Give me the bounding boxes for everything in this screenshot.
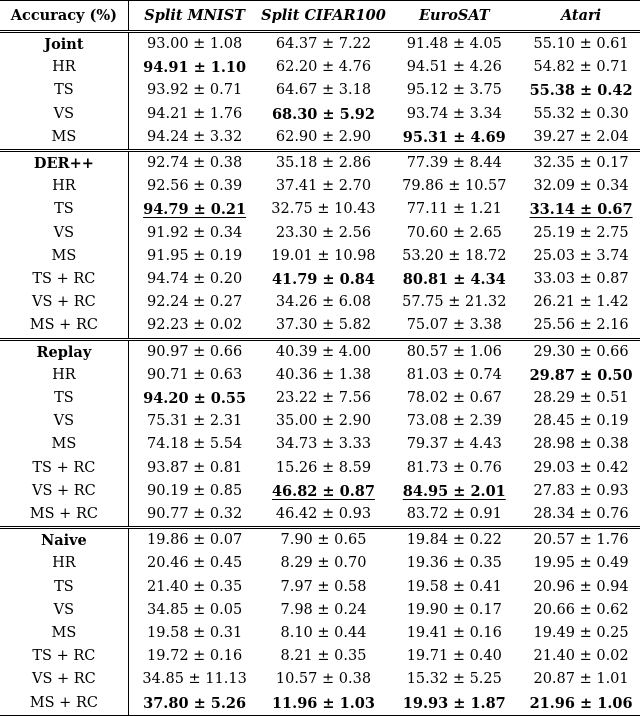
table-cell [522, 503, 640, 528]
table-cell [522, 151, 640, 176]
table-cell [522, 552, 640, 575]
cell-value: 92.56 ± 0.39 [147, 178, 243, 195]
method-label: MS [0, 245, 128, 268]
table-cell [128, 222, 260, 245]
table-cell [386, 480, 522, 503]
table-cell [386, 79, 522, 102]
cell-value: 55.32 ± 0.30 [533, 105, 629, 122]
table-cell [128, 433, 260, 456]
table-row [0, 552, 640, 575]
table-row [0, 151, 640, 176]
cell-value: 35.18 ± 2.86 [275, 155, 372, 172]
cell-value: 19.49 ± 0.25 [533, 625, 629, 642]
table-cell [128, 291, 260, 314]
cell-value: 19.84 ± 0.22 [406, 532, 502, 549]
cell-value: 94.24 ± 3.32 [147, 128, 243, 145]
cell-value: 32.75 ± 10.43 [271, 201, 376, 218]
table-cell [260, 528, 386, 553]
table-cell [386, 528, 522, 553]
table-cell [522, 528, 640, 553]
table-row [0, 364, 640, 387]
cell-value: 29.87 ± 0.50 [529, 366, 633, 384]
table-cell [260, 645, 386, 668]
table-cell [260, 268, 386, 291]
cell-value: 19.58 ± 0.31 [147, 625, 243, 642]
table-cell [128, 503, 260, 528]
table-cell [260, 245, 386, 268]
table-cell [260, 622, 386, 645]
table-row [0, 268, 640, 291]
table-cell [522, 126, 640, 151]
table-cell [522, 622, 640, 645]
cell-value: 20.57 ± 1.76 [533, 532, 629, 549]
header-atari: Atari [522, 1, 640, 32]
cell-value: 90.19 ± 0.85 [147, 482, 243, 499]
group-label: Naive [0, 528, 128, 553]
table-cell [386, 291, 522, 314]
method-label: TS [0, 79, 128, 102]
cell-value: 55.10 ± 0.61 [533, 36, 629, 52]
cell-value: 19.36 ± 0.35 [406, 555, 502, 572]
table-cell [260, 314, 386, 339]
table-cell [128, 126, 260, 151]
table-cell [260, 103, 386, 126]
table-cell [522, 433, 640, 456]
cell-value: 20.66 ± 0.62 [533, 601, 629, 618]
table-row [0, 622, 640, 645]
table-cell [522, 175, 640, 198]
cell-value: 74.18 ± 5.54 [147, 436, 243, 453]
table-cell [386, 599, 522, 622]
table-cell [128, 668, 260, 691]
cell-value: 64.67 ± 3.18 [275, 82, 372, 99]
cell-value: 62.20 ± 4.76 [275, 59, 372, 76]
table-cell [522, 692, 640, 716]
table-cell [386, 622, 522, 645]
table-cell [128, 576, 260, 599]
table-row [0, 480, 640, 503]
table-cell [260, 79, 386, 102]
cell-value: 64.37 ± 7.22 [275, 36, 372, 52]
table-row [0, 387, 640, 410]
table-body [0, 32, 640, 716]
table-row [0, 79, 640, 102]
cell-value: 23.22 ± 7.56 [275, 390, 372, 407]
cell-value: 23.30 ± 2.56 [275, 224, 372, 241]
table-cell [522, 339, 640, 364]
table-cell [128, 56, 260, 79]
method-label: TS [0, 576, 128, 599]
cell-value: 28.29 ± 0.51 [533, 390, 629, 407]
table-cell [386, 339, 522, 364]
cell-value: 94.51 ± 4.26 [406, 59, 502, 76]
cell-value: 37.80 ± 5.26 [143, 694, 247, 712]
table-cell [522, 668, 640, 691]
cell-value: 79.37 ± 4.43 [406, 436, 502, 453]
cell-value: 34.73 ± 3.33 [275, 436, 372, 453]
cell-value: 90.71 ± 0.63 [147, 366, 243, 383]
table-cell [386, 222, 522, 245]
cell-value: 8.21 ± 0.35 [280, 648, 367, 665]
cell-value: 94.74 ± 0.20 [147, 271, 243, 288]
table-cell [522, 314, 640, 339]
method-label: HR [0, 56, 128, 79]
cell-value: 19.93 ± 1.87 [402, 694, 506, 712]
cell-value: 81.03 ± 0.74 [406, 366, 502, 383]
cell-value: 78.02 ± 0.67 [406, 390, 502, 407]
table-cell [128, 480, 260, 503]
cell-value: 35.00 ± 2.90 [275, 413, 372, 430]
table-cell [522, 103, 640, 126]
method-label: TS [0, 198, 128, 221]
cell-value: 54.82 ± 0.71 [533, 59, 629, 76]
cell-value: 34.85 ± 11.13 [142, 671, 247, 688]
header-eurosat: EuroSAT [386, 1, 522, 32]
table-cell [386, 576, 522, 599]
table-cell [386, 126, 522, 151]
method-label: TS + RC [0, 457, 128, 480]
method-label: VS [0, 599, 128, 622]
table-cell [128, 692, 260, 716]
table-cell [386, 56, 522, 79]
table-cell [260, 175, 386, 198]
table-cell [128, 599, 260, 622]
table-cell [128, 32, 260, 57]
cell-value: 28.45 ± 0.19 [533, 413, 629, 430]
table-cell [386, 410, 522, 433]
table-cell [522, 480, 640, 503]
cell-value: 91.95 ± 0.19 [147, 247, 243, 264]
table-cell [386, 364, 522, 387]
table-cell [260, 291, 386, 314]
table-cell [522, 645, 640, 668]
cell-value: 80.81 ± 4.34 [402, 271, 506, 289]
cell-value: 95.12 ± 3.75 [406, 82, 502, 99]
table-cell [386, 268, 522, 291]
method-label: MS [0, 433, 128, 456]
table-row [0, 457, 640, 480]
table-cell [260, 599, 386, 622]
cell-value: 41.79 ± 0.84 [271, 271, 375, 289]
cell-value: 20.96 ± 0.94 [533, 578, 629, 595]
cell-value: 94.91 ± 1.10 [143, 59, 247, 77]
cell-value: 93.92 ± 0.71 [147, 82, 243, 99]
table-cell [260, 222, 386, 245]
table-cell [386, 668, 522, 691]
table-cell [128, 268, 260, 291]
method-label: MS + RC [0, 503, 128, 528]
cell-value: 80.57 ± 1.06 [406, 343, 502, 360]
table-cell [522, 599, 640, 622]
table-cell [386, 692, 522, 716]
cell-value: 21.40 ± 0.35 [147, 578, 243, 595]
cell-value: 20.87 ± 1.01 [533, 671, 629, 688]
cell-value: 91.92 ± 0.34 [147, 224, 243, 241]
table-row [0, 692, 640, 716]
table-cell [128, 175, 260, 198]
cell-value: 26.21 ± 1.42 [533, 294, 629, 311]
table-cell [522, 291, 640, 314]
table-cell [386, 103, 522, 126]
table-row [0, 576, 640, 599]
cell-value: 90.77 ± 0.32 [147, 506, 243, 523]
cell-value: 84.95 ± 2.01 [402, 482, 506, 500]
cell-value: 37.30 ± 5.82 [275, 317, 372, 334]
method-label: TS + RC [0, 268, 128, 291]
header-split-cifar100: Split CIFAR100 [260, 1, 386, 32]
cell-value: 21.40 ± 0.02 [533, 648, 629, 665]
cell-value: 27.83 ± 0.93 [533, 482, 629, 499]
cell-value: 40.39 ± 4.00 [275, 343, 372, 360]
table-cell [128, 457, 260, 480]
cell-value: 19.72 ± 0.16 [147, 648, 243, 665]
header-split-mnist: Split MNIST [128, 1, 260, 32]
cell-value: 21.96 ± 1.06 [529, 694, 633, 712]
table-cell [522, 364, 640, 387]
cell-value: 19.95 ± 0.49 [533, 555, 629, 572]
table-cell [386, 245, 522, 268]
cell-value: 94.21 ± 1.76 [147, 105, 243, 122]
cell-value: 10.57 ± 0.38 [275, 671, 372, 688]
table-cell [260, 576, 386, 599]
table-cell [386, 433, 522, 456]
table-cell [522, 576, 640, 599]
cell-value: 83.72 ± 0.91 [406, 506, 502, 523]
cell-value: 93.87 ± 0.81 [147, 459, 243, 476]
table-cell [128, 622, 260, 645]
cell-value: 34.26 ± 6.08 [275, 294, 372, 311]
table-row [0, 56, 640, 79]
cell-value: 15.26 ± 8.59 [275, 459, 372, 476]
table-cell [522, 268, 640, 291]
table-row [0, 410, 640, 433]
cell-value: 8.29 ± 0.70 [280, 555, 367, 572]
cell-value: 7.98 ± 0.24 [280, 601, 367, 618]
cell-value: 39.27 ± 2.04 [533, 128, 629, 145]
table-cell [522, 410, 640, 433]
table-cell [260, 56, 386, 79]
cell-value: 28.98 ± 0.38 [533, 436, 629, 453]
table-row [0, 503, 640, 528]
table-cell [260, 151, 386, 176]
table-cell [128, 364, 260, 387]
table-cell [386, 314, 522, 339]
cell-value: 93.74 ± 3.34 [406, 105, 502, 122]
table-cell [386, 32, 522, 57]
table-cell [522, 79, 640, 102]
cell-value: 19.58 ± 0.41 [406, 578, 502, 595]
table-cell [260, 668, 386, 691]
table-cell [386, 198, 522, 221]
cell-value: 92.24 ± 0.27 [147, 294, 243, 311]
cell-value: 73.08 ± 2.39 [406, 413, 502, 430]
cell-value: 25.19 ± 2.75 [533, 224, 629, 241]
method-label: VS [0, 222, 128, 245]
cell-value: 57.75 ± 21.32 [402, 294, 507, 311]
cell-value: 29.30 ± 0.66 [533, 343, 629, 360]
method-label: MS [0, 126, 128, 151]
table-cell [128, 245, 260, 268]
table-row [0, 314, 640, 339]
cell-value: 68.30 ± 5.92 [271, 105, 375, 123]
cell-value: 28.34 ± 0.76 [533, 506, 629, 523]
cell-value: 62.90 ± 2.90 [275, 128, 372, 145]
table-cell [260, 387, 386, 410]
method-label: VS + RC [0, 480, 128, 503]
table-cell [260, 126, 386, 151]
table-cell [128, 410, 260, 433]
cell-value: 95.31 ± 4.69 [402, 128, 506, 146]
cell-value: 19.86 ± 0.07 [147, 532, 243, 549]
cell-value: 46.42 ± 0.93 [275, 506, 372, 523]
cell-value: 55.38 ± 0.42 [529, 82, 633, 100]
cell-value: 19.01 ± 10.98 [271, 247, 376, 264]
table-cell [128, 151, 260, 176]
cell-value: 92.74 ± 0.38 [147, 155, 243, 172]
table-cell [128, 198, 260, 221]
table-cell [260, 692, 386, 716]
table-row [0, 668, 640, 691]
table-cell [522, 245, 640, 268]
method-label: VS [0, 410, 128, 433]
cell-value: 77.39 ± 8.44 [406, 155, 502, 172]
table-cell [128, 103, 260, 126]
table-cell [128, 552, 260, 575]
method-label: TS + RC [0, 645, 128, 668]
cell-value: 70.60 ± 2.65 [406, 224, 502, 241]
table-cell [522, 56, 640, 79]
table-cell [522, 198, 640, 221]
table-row [0, 528, 640, 553]
cell-value: 77.11 ± 1.21 [406, 201, 502, 218]
method-label: VS + RC [0, 668, 128, 691]
table-row [0, 339, 640, 364]
table-cell [260, 480, 386, 503]
table-cell [522, 222, 640, 245]
table-cell [260, 32, 386, 57]
method-label: HR [0, 364, 128, 387]
table-cell [128, 387, 260, 410]
table-row [0, 103, 640, 126]
method-label: VS [0, 103, 128, 126]
table-row [0, 245, 640, 268]
method-label: TS [0, 387, 128, 410]
table-cell [260, 410, 386, 433]
table-cell [260, 433, 386, 456]
cell-value: 46.82 ± 0.87 [271, 482, 375, 500]
table-row [0, 222, 640, 245]
cell-value: 29.03 ± 0.42 [533, 459, 629, 476]
table-row [0, 645, 640, 668]
table-cell [128, 528, 260, 553]
cell-value: 25.03 ± 3.74 [533, 247, 629, 264]
table-row [0, 198, 640, 221]
cell-value: 32.35 ± 0.17 [533, 155, 629, 172]
table-cell [128, 314, 260, 339]
table-cell [386, 457, 522, 480]
cell-value: 93.00 ± 1.08 [147, 36, 243, 52]
table-cell [386, 645, 522, 668]
cell-value: 33.03 ± 0.87 [533, 271, 629, 288]
table-cell [522, 32, 640, 57]
cell-value: 94.79 ± 0.21 [143, 201, 247, 219]
table-row [0, 433, 640, 456]
table-cell [260, 339, 386, 364]
method-label: MS [0, 622, 128, 645]
cell-value: 75.31 ± 2.31 [147, 413, 243, 430]
group-label: Replay [0, 339, 128, 364]
table-row [0, 32, 640, 57]
cell-value: 19.71 ± 0.40 [406, 648, 502, 665]
cell-value: 94.20 ± 0.55 [143, 390, 247, 408]
cell-value: 75.07 ± 3.38 [406, 317, 502, 334]
table-row [0, 291, 640, 314]
table-cell [386, 151, 522, 176]
cell-value: 33.14 ± 0.67 [529, 201, 633, 219]
cell-value: 19.41 ± 0.16 [406, 625, 502, 642]
cell-value: 92.23 ± 0.02 [147, 317, 243, 334]
table-cell [128, 339, 260, 364]
cell-value: 90.97 ± 0.66 [147, 343, 243, 360]
table-cell [260, 552, 386, 575]
cell-value: 79.86 ± 10.57 [402, 178, 507, 195]
cell-value: 11.96 ± 1.03 [271, 694, 375, 712]
group-label: Joint [0, 32, 128, 57]
table-cell [386, 175, 522, 198]
table-row [0, 599, 640, 622]
cell-value: 53.20 ± 18.72 [402, 247, 507, 264]
table-cell [386, 503, 522, 528]
header-row-label: Accuracy (%) [0, 1, 128, 32]
cell-value: 20.46 ± 0.45 [147, 555, 243, 572]
header-row [0, 1, 640, 32]
table-cell [128, 79, 260, 102]
cell-value: 8.10 ± 0.44 [280, 625, 367, 642]
table-row [0, 175, 640, 198]
table-row [0, 126, 640, 151]
group-label: DER++ [0, 151, 128, 176]
cell-value: 32.09 ± 0.34 [533, 178, 629, 195]
cell-value: 81.73 ± 0.76 [406, 459, 502, 476]
cell-value: 7.90 ± 0.65 [280, 532, 367, 549]
table-cell [386, 387, 522, 410]
table-cell [128, 645, 260, 668]
cell-value: 34.85 ± 0.05 [147, 601, 243, 618]
method-label: HR [0, 175, 128, 198]
table-cell [522, 457, 640, 480]
table-cell [386, 552, 522, 575]
table-cell [260, 503, 386, 528]
cell-value: 7.97 ± 0.58 [280, 578, 367, 595]
method-label: HR [0, 552, 128, 575]
table-cell [260, 198, 386, 221]
table-cell [260, 457, 386, 480]
cell-value: 37.41 ± 2.70 [275, 178, 372, 195]
cell-value: 19.90 ± 0.17 [406, 601, 502, 618]
method-label: MS + RC [0, 692, 128, 716]
cell-value: 91.48 ± 4.05 [406, 36, 502, 52]
table-cell [260, 364, 386, 387]
table-cell [522, 387, 640, 410]
cell-value: 40.36 ± 1.38 [275, 366, 372, 383]
cell-value: 25.56 ± 2.16 [533, 317, 629, 334]
cell-value: 15.32 ± 5.25 [406, 671, 502, 688]
method-label: VS + RC [0, 291, 128, 314]
method-label: MS + RC [0, 314, 128, 339]
